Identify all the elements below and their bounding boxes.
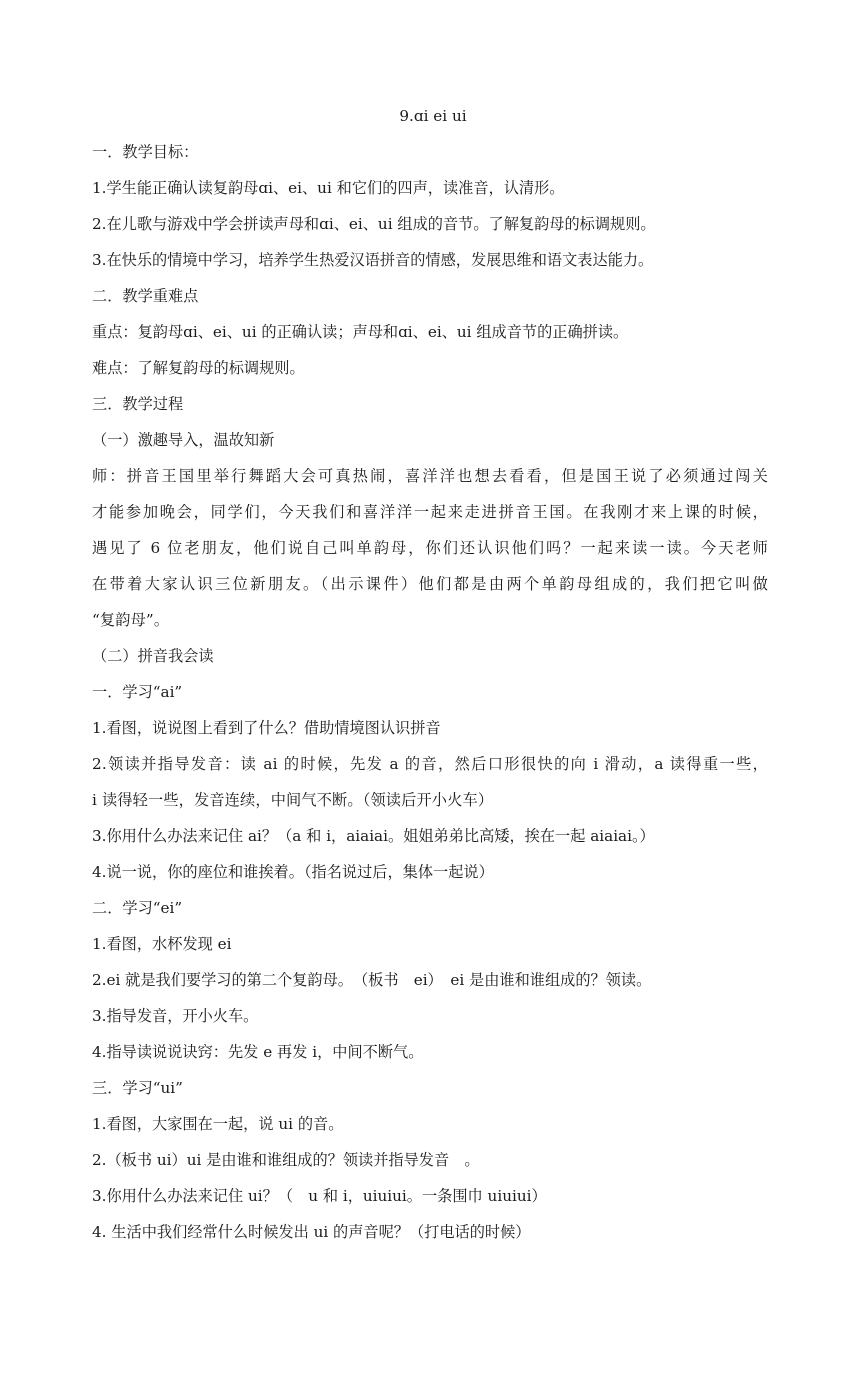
subsection-heading-intro: （一）激趣导入，温故知新 (92, 431, 275, 449)
ui-step-4: 4. 生活中我们经常什么时候发出 ui 的声音呢？（打电话的时候） (92, 1223, 531, 1241)
ai-step-3: 3.你用什么办法来记住 ai？（a 和 i，aiaiai。姐姐弟弟比高矮，挨在一起 aiaiai。） (92, 827, 655, 845)
objective-item-1: 1.学生能正确认读复韵母ɑi、ei、ui 和它们的四声，读准音，认清形。 (92, 179, 565, 197)
subsection-heading-reading: （二）拼音我会读 (92, 647, 214, 665)
paragraph-line: “复韵母”。 (92, 611, 170, 629)
ei-step-4: 4.指导读说说诀窍：先发 e 再发 i，中间不断气。 (92, 1043, 424, 1061)
paragraph-line: 在带着大家认识三位新朋友。（出示课件）他们都是由两个单韵母组成的，我们把它叫做 (92, 575, 768, 593)
paragraph-line: 才能参加晚会，同学们，今天我们和喜洋洋一起来走进拼音王国。在我刚才来上课的时候， (92, 503, 768, 521)
ui-step-3: 3.你用什么办法来记住 ui？（ u 和 i，uiuiui。一条围巾 uiuiui） (92, 1187, 547, 1205)
document-page (92, 98, 768, 1250)
ei-step-3: 3.指导发音，开小火车。 (92, 1007, 259, 1025)
ei-step-1: 1.看图，水杯发现 ei (92, 935, 232, 953)
paragraph-line: 师：拼音王国里举行舞蹈大会可真热闹，喜洋洋也想去看看，但是国王说了必须通过闯关 (92, 467, 768, 485)
paragraph-line: i 读得轻一些，发音连续，中间气不断。（领读后开小火车） (92, 791, 494, 809)
key-point-text: 重点：复韵母ɑi、ei、ui 的正确认读；声母和ɑi、ei、ui 组成音节的正确拼读。 (92, 323, 629, 341)
ei-step-2: 2.ei 就是我们要学习的第二个复韵母。 （板书 ei） ei 是由谁和谁组成的？领读。 (92, 971, 652, 989)
paragraph-line: 遇见了 6 位老朋友，他们说自己叫单韵母，你们还认识他们吗？一起来读一读。今天老师 (92, 539, 768, 557)
section-heading-process: 三．教学过程 (92, 395, 184, 413)
section-heading-key-points: 二．教学重难点 (92, 287, 199, 305)
learn-ai-heading: 一．学习“ai” (92, 683, 183, 701)
intro-paragraph (92, 458, 768, 638)
learn-ei-heading: 二．学习“ei” (92, 899, 183, 917)
objective-item-3: 3.在快乐的情境中学习，培养学生热爱汉语拼音的情感，发展思维和语文表达能力。 (92, 251, 654, 269)
learn-ui-heading: 三．学习“ui” (92, 1079, 183, 1097)
paragraph-line: 2.领读并指导发音：读 ai 的时候，先发 a 的音，然后口形很快的向 i 滑动，a 读得重一些， (92, 755, 768, 773)
ui-step-1: 1.看图，大家围在一起，说 ui 的音。 (92, 1115, 344, 1133)
ai-step-4: 4.说一说，你的座位和谁挨着。（指名说过后，集体一起说） (92, 863, 494, 881)
ai-step-1: 1.看图，说说图上看到了什么？借助情境图认识拼音 (92, 719, 441, 737)
document-title: 9.ɑi ei ui (399, 107, 467, 125)
ai-step-2-paragraph (92, 746, 768, 818)
difficult-point-text: 难点：了解复韵母的标调规则。 (92, 359, 305, 377)
ui-step-2: 2.（板书 ui）ui 是由谁和谁组成的？领读并指导发音 。 (92, 1151, 480, 1169)
section-heading-objectives: 一．教学目标： (92, 143, 199, 161)
objective-item-2: 2.在儿歌与游戏中学会拼读声母和ɑi、ei、ui 组成的音节。了解复韵母的标调规则。 (92, 215, 656, 233)
